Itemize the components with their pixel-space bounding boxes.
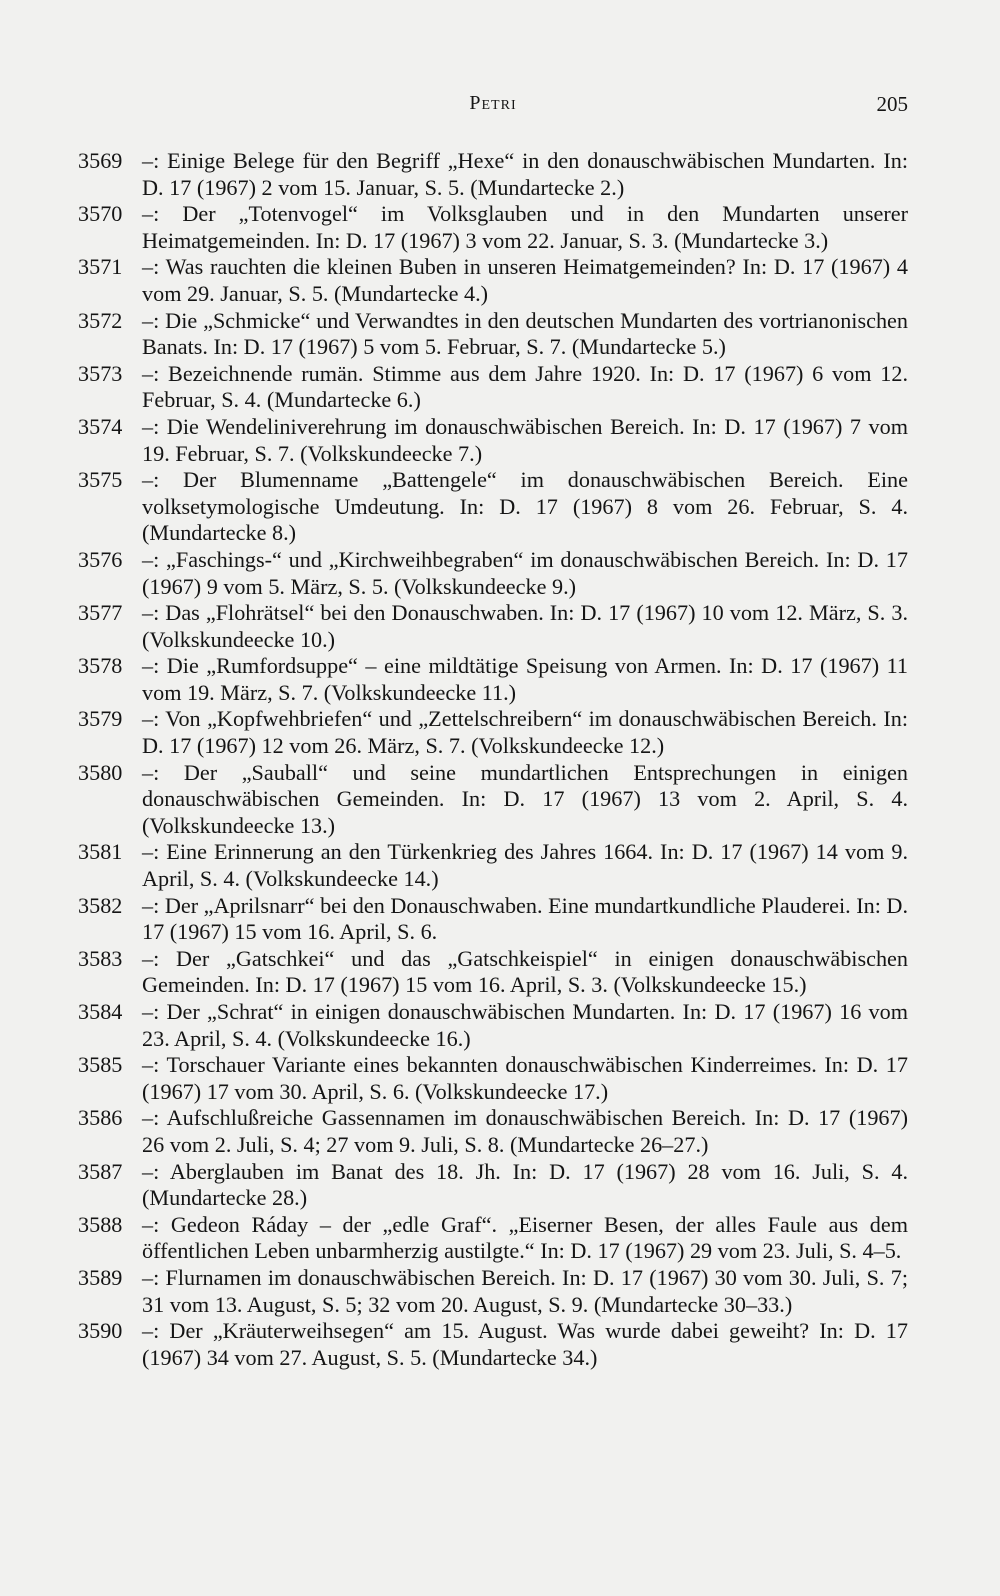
entry-text: –: Das „Flohrätsel“ bei den Donauschwaben. In: D. 17 (1967) 10 vom 12. März, S. 3. (Volkskundeecke 10.) bbox=[142, 600, 908, 652]
running-head bbox=[78, 92, 908, 122]
bibliography-entry bbox=[78, 600, 908, 653]
entry-text: –: Der „Totenvogel“ im Volksglauben und in den Mundarten unserer Heimatgemeinden. In: D. 17 (1967) 3 vom 22. Januar, S. 3. (Mundartecke 3.) bbox=[142, 201, 908, 253]
bibliography-entry bbox=[78, 308, 908, 361]
entry-text: –: Aufschlußreiche Gassennamen im donauschwäbischen Bereich. In: D. 17 (1967) 26 vom 2. Juli, S. 4; 27 vom 9. Juli, S. 8. (Mundartecke 26–27.) bbox=[142, 1105, 908, 1157]
entry-number: 3584 bbox=[78, 999, 123, 1024]
entry-text: –: Von „Kopfwehbriefen“ und „Zettelschreibern“ im donauschwäbischen Bereich. In: D. 17 (1967) 12 vom 26. März, S. 7. (Volkskundeecke 12.) bbox=[142, 706, 908, 759]
bibliography-entry bbox=[78, 706, 908, 759]
entry-text: –: Der „Gatschkei“ und das „Gatschkeispiel“ in einigen donauschwäbischen Gemeinden. In: D. 17 (1967) 15 vom 16. April, S. 3. (Volkskundeecke 15.) bbox=[142, 945, 908, 998]
entry-text: –: Gedeon Ráday – der „edle Graf“. „Eiserner Besen, der alles Faule aus dem öffentlichen Leben unbarmherzig austilgte.“ In: D. 17 (1967) 29 vom 23. Juli, S. 4–5. bbox=[142, 1211, 908, 1264]
entry-text: –: Der „Sauball“ und seine mundartlichen Entsprechungen in einigen donauschwäbischen Gemeinden. In: D. 17 (1967) 13 vom 2. April, S. 4. (Volkskundeecke 13.) bbox=[142, 759, 908, 838]
entry-number: 3583 bbox=[78, 945, 123, 971]
entry-number: 3571 bbox=[78, 254, 123, 280]
entry-number: 3570 bbox=[78, 201, 123, 227]
entry-text: –: Bezeichnende rumän. Stimme aus dem Jahre 1920. In: D. 17 (1967) 6 vom 12. Februar, S. 4. (Mundartecke 6.) bbox=[142, 360, 908, 413]
page-number: 205 bbox=[876, 92, 908, 116]
entry-number: 3572 bbox=[78, 307, 123, 333]
entry-number: 3581 bbox=[78, 839, 123, 865]
bibliography-entry bbox=[78, 254, 908, 307]
entry-text: –: Was rauchten die kleinen Buben in unseren Heimatgemeinden? In: D. 17 (1967) 4 vom 29. Januar, S. 5. (Mundartecke 4.) bbox=[142, 254, 908, 306]
entry-number: 3585 bbox=[78, 1052, 123, 1078]
bibliography-entry bbox=[78, 414, 908, 467]
entry-text: –: Die „Rumfordsuppe“ – eine mildtätige Speisung von Armen. In: D. 17 (1967) 11 vom 19. März, S. 7. (Volkskundeecke 11.) bbox=[142, 653, 908, 705]
bibliography-entry bbox=[78, 467, 908, 547]
bibliography-entry bbox=[78, 1265, 908, 1318]
entry-number: 3576 bbox=[78, 546, 123, 572]
entry-number: 3577 bbox=[78, 600, 123, 626]
entry-text: –: Torschauer Variante eines bekannten donauschwäbischen Kinderreimes. In: D. 17 (1967) 17 vom 30. April, S. 6. (Volkskundeecke 17.) bbox=[142, 1052, 908, 1104]
bibliography-entry bbox=[78, 1212, 908, 1265]
entry-text: –: Aberglauben im Banat des 18. Jh. In: D. 17 (1967) 28 vom 16. Juli, S. 4. (Mundartecke 28.) bbox=[142, 1158, 908, 1211]
entry-text: –: Flurnamen im donauschwäbischen Bereich. In: D. 17 (1967) 30 vom 30. Juli, S. 7; 31 vom 13. August, S. 5; 32 vom 20. August, S. 9. (Mundartecke 30–33.) bbox=[142, 1264, 908, 1317]
entry-number: 3589 bbox=[78, 1264, 123, 1290]
bibliography-entry bbox=[78, 1159, 908, 1212]
entry-number: 3574 bbox=[78, 413, 123, 439]
entry-text: –: Einige Belege für den Begriff „Hexe“ in den donauschwäbischen Mundarten. In: D. 17 (1967) 2 vom 15. Januar, S. 5. (Mundartecke 2.) bbox=[142, 148, 908, 200]
bibliography-entry bbox=[78, 1318, 908, 1371]
entry-text: –: Eine Erinnerung an den Türkenkrieg des Jahres 1664. In: D. 17 (1967) 14 vom 9. April, S. 4. (Volkskundeecke 14.) bbox=[142, 839, 908, 892]
bibliography-entry bbox=[78, 1105, 908, 1158]
entry-number: 3588 bbox=[78, 1211, 123, 1237]
bibliography-entry bbox=[78, 839, 908, 892]
bibliography-list bbox=[78, 148, 908, 1371]
bibliography-entry bbox=[78, 999, 908, 1052]
entry-number: 3586 bbox=[78, 1105, 123, 1131]
bibliography-entry bbox=[78, 893, 908, 946]
entry-number: 3573 bbox=[78, 360, 123, 386]
bibliography-entry bbox=[78, 148, 908, 201]
entry-number: 3578 bbox=[78, 653, 123, 679]
entry-number: 3580 bbox=[78, 759, 123, 785]
entry-text: –: „Faschings-“ und „Kirchweihbegraben“ im donauschwäbischen Bereich. In: D. 17 (1967) 9 vom 5. März, S. 5. (Volkskundeecke 9.) bbox=[142, 546, 908, 599]
entry-text: –: Der „Schrat“ in einigen donauschwäbischen Mundarten. In: D. 17 (1967) 16 vom 23. April, S. 4. (Volkskundeecke 16.) bbox=[142, 999, 908, 1051]
entry-number: 3579 bbox=[78, 706, 123, 732]
entry-text: –: Der „Kräuterweihsegen“ am 15. August. Was wurde dabei geweiht? In: D. 17 (1967) 34 vom 27. August, S. 5. (Mundartecke 34.) bbox=[142, 1318, 908, 1370]
running-title: Petri bbox=[469, 92, 517, 114]
entry-number: 3569 bbox=[78, 148, 123, 173]
bibliography-entry bbox=[78, 946, 908, 999]
bibliography-entry bbox=[78, 1052, 908, 1105]
entry-number: 3587 bbox=[78, 1158, 123, 1184]
entry-number: 3575 bbox=[78, 467, 123, 493]
entry-text: –: Die „Schmicke“ und Verwandtes in den deutschen Mundarten des vortrianonischen Banats. In: D. 17 (1967) 5 vom 5. Februar, S. 7. (Mundartecke 5.) bbox=[142, 307, 908, 360]
bibliography-entry bbox=[78, 547, 908, 600]
entry-text: –: Der Blumenname „Battengele“ im donauschwäbischen Bereich. Eine volksetymologische Umdeutung. In: D. 17 (1967) 8 vom 26. Februar, S. 4. (Mundartecke 8.) bbox=[142, 467, 908, 546]
entry-text: –: Die Wendeliniverehrung im donauschwäbischen Bereich. In: D. 17 (1967) 7 vom 19. Februar, S. 7. (Volkskundeecke 7.) bbox=[142, 413, 908, 466]
bibliography-entry bbox=[78, 361, 908, 414]
entry-number: 3590 bbox=[78, 1318, 123, 1344]
bibliography-entry bbox=[78, 653, 908, 706]
bibliography-entry bbox=[78, 201, 908, 254]
entry-text: –: Der „Aprilsnarr“ bei den Donauschwaben. Eine mundartkundliche Plauderei. In: D. 17 (1967) 15 vom 16. April, S. 6. bbox=[142, 892, 908, 945]
bibliography-entry bbox=[78, 760, 908, 840]
entry-number: 3582 bbox=[78, 892, 123, 918]
